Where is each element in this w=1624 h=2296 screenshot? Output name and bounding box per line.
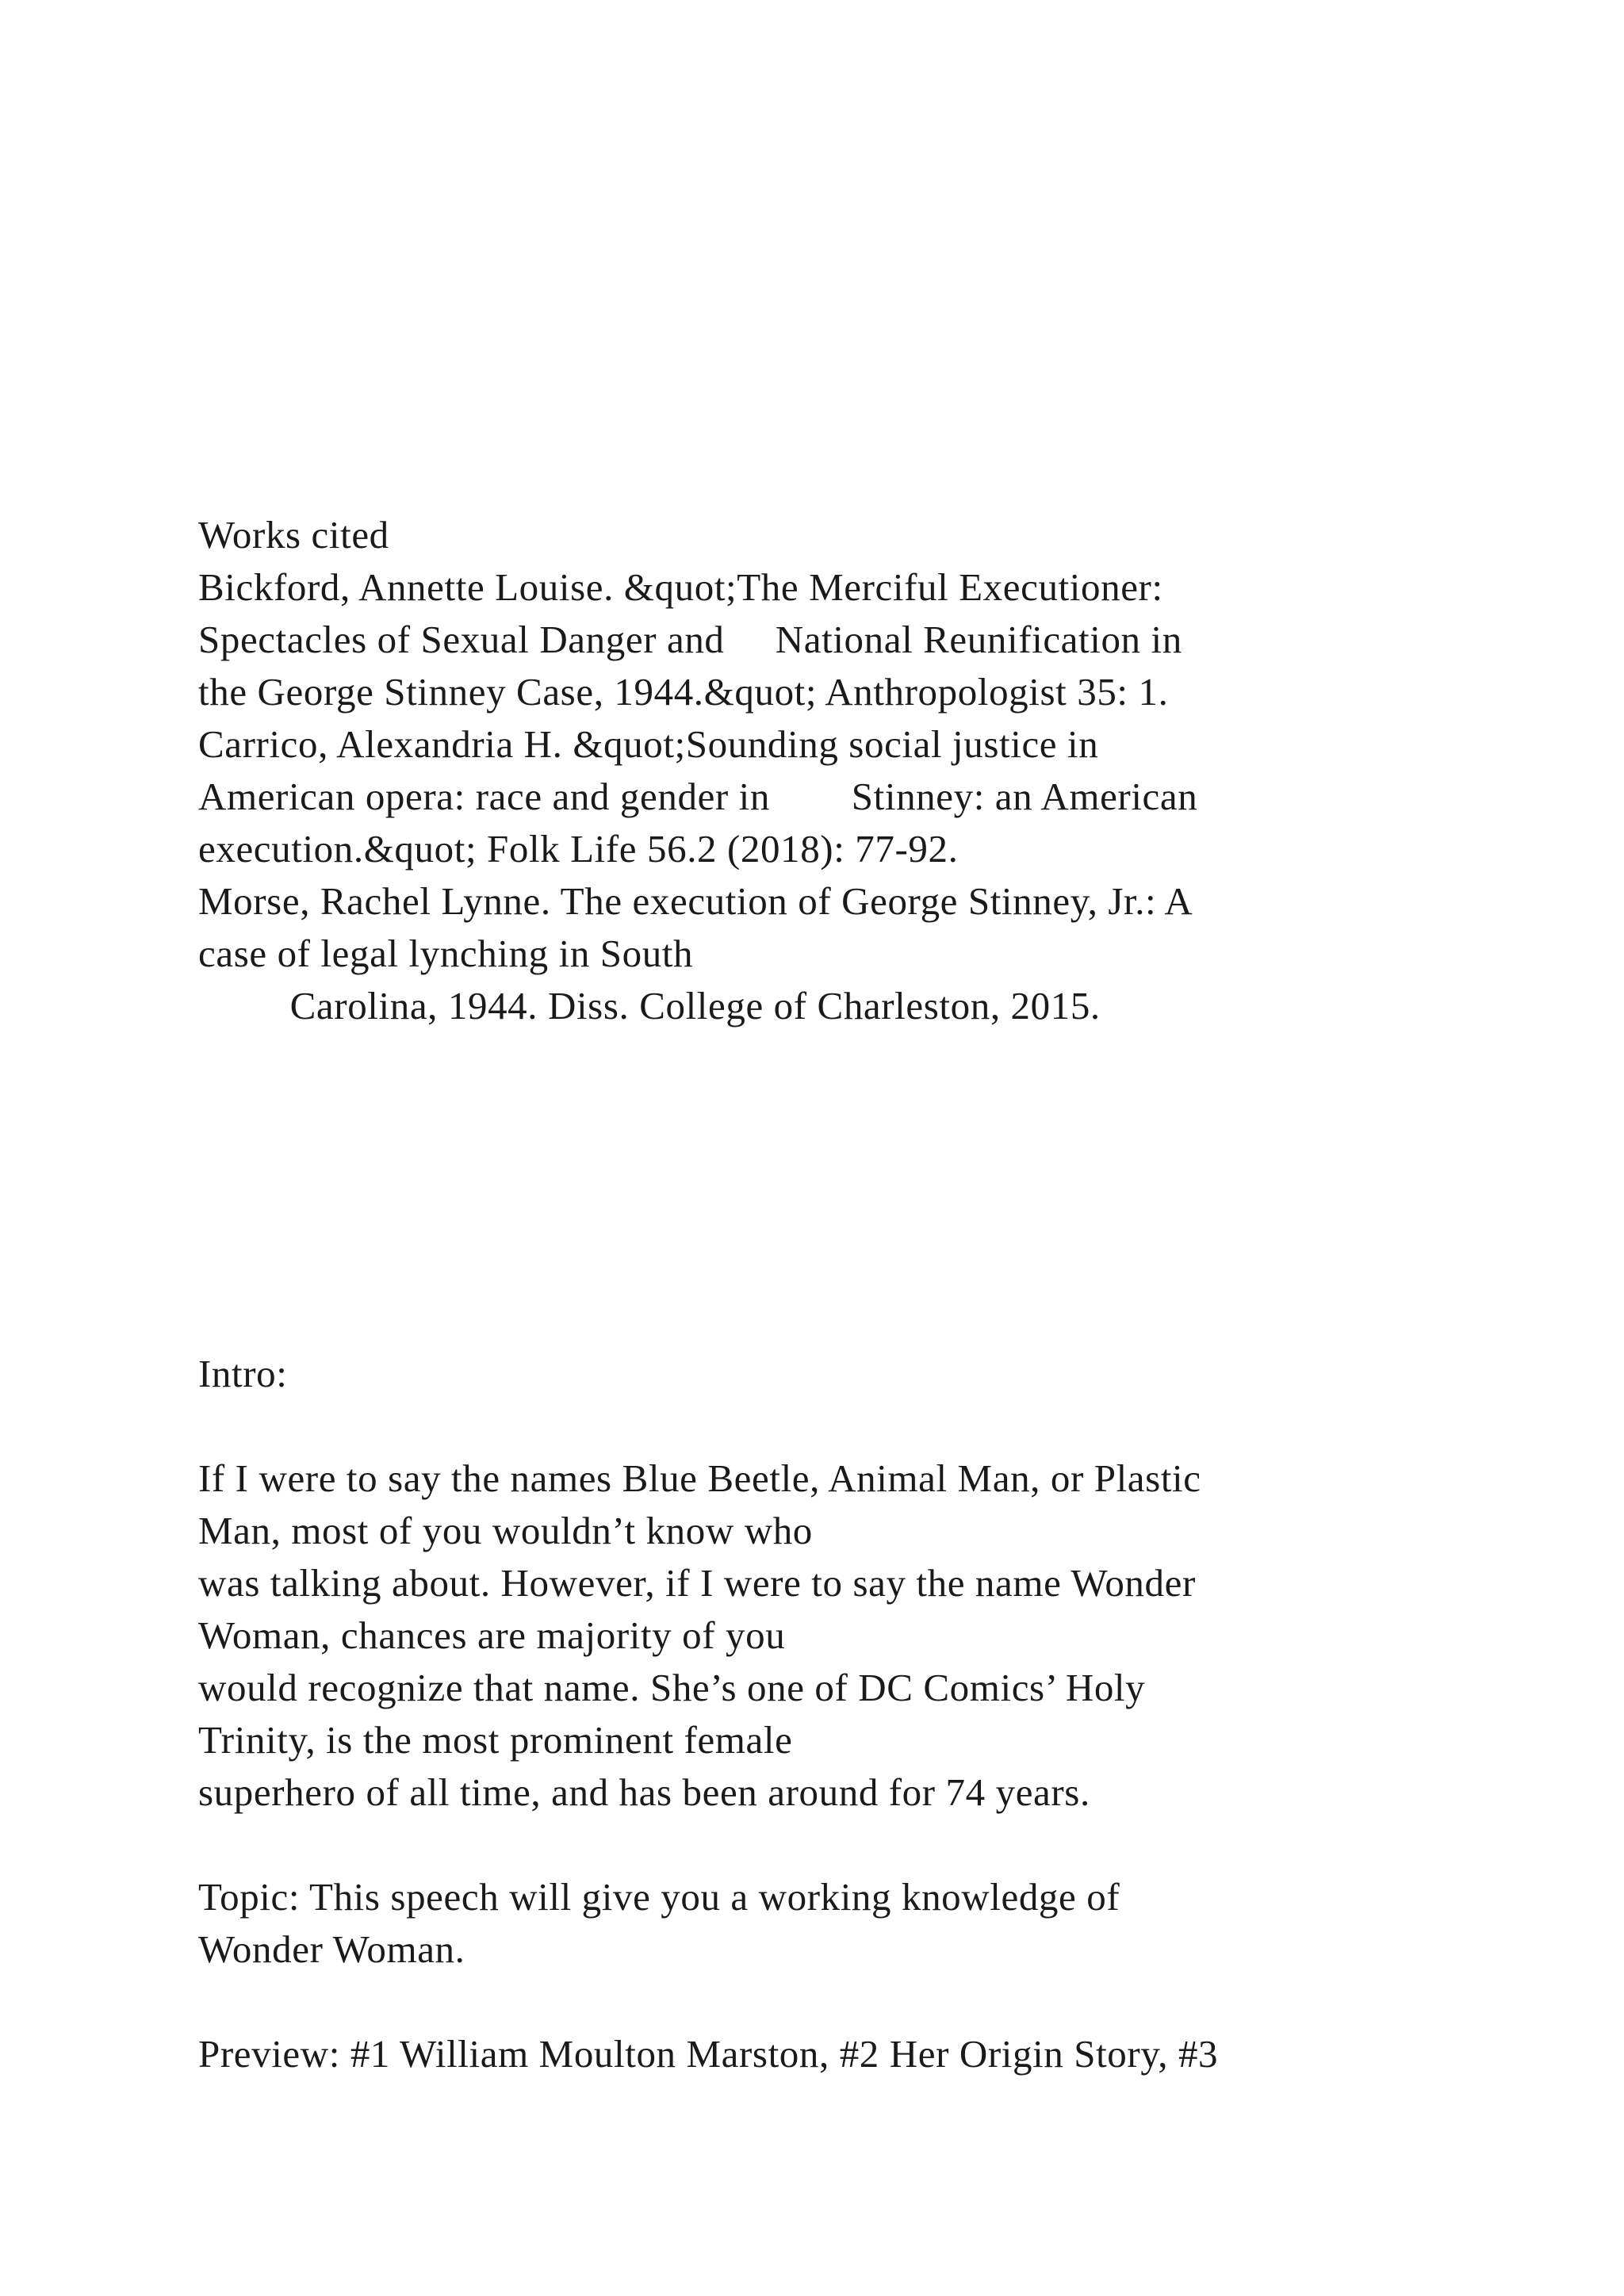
intro-line: would recognize that name. She’s one of DC Comics’ Holy (198, 1666, 1146, 1709)
intro-line: superhero of all time, and has been around for 74 years. (198, 1770, 1090, 1814)
citation-line: the George Stinney Case, 1944.&quot; Anthropologist 35: 1. (198, 670, 1169, 714)
intro-line: If I were to say the names Blue Beetle, Animal Man, or Plastic (198, 1456, 1201, 1500)
intro-line: Woman, chances are majority of you (198, 1613, 786, 1657)
citation-line: Carrico, Alexandria H. &quot;Sounding social justice in (198, 722, 1099, 766)
topic-line: Topic: This speech will give you a working knowledge of (198, 1875, 1120, 1919)
intro-line: was talking about. However, if I were to say the name Wonder (198, 1561, 1196, 1605)
citation-line: Spectacles of Sexual Danger and National Reunification in (198, 618, 1182, 661)
works-cited-heading: Works cited (198, 513, 389, 557)
intro-heading: Intro: (198, 1352, 288, 1395)
intro-line: Trinity, is the most prominent female (198, 1718, 793, 1762)
citation-line: Bickford, Annette Louise. &quot;The Merciful Executioner: (198, 565, 1163, 609)
preview-line: Preview: #1 William Moulton Marston, #2 Her Origin Story, #3 (198, 2032, 1219, 2076)
citation-line: case of legal lynching in South (198, 932, 694, 975)
citation-line: Morse, Rachel Lynne. The execution of George Stinney, Jr.: A (198, 879, 1193, 923)
citation-line: Carolina, 1944. Diss. College of Charleston, 2015. (198, 984, 1101, 1027)
topic-line: Wonder Woman. (198, 1927, 465, 1971)
citation-line: execution.&quot; Folk Life 56.2 (2018): 77-92. (198, 827, 959, 871)
citation-line: American opera: race and gender in Stinney: an American (198, 775, 1198, 818)
intro-line: Man, most of you wouldn’t know who (198, 1509, 813, 1552)
